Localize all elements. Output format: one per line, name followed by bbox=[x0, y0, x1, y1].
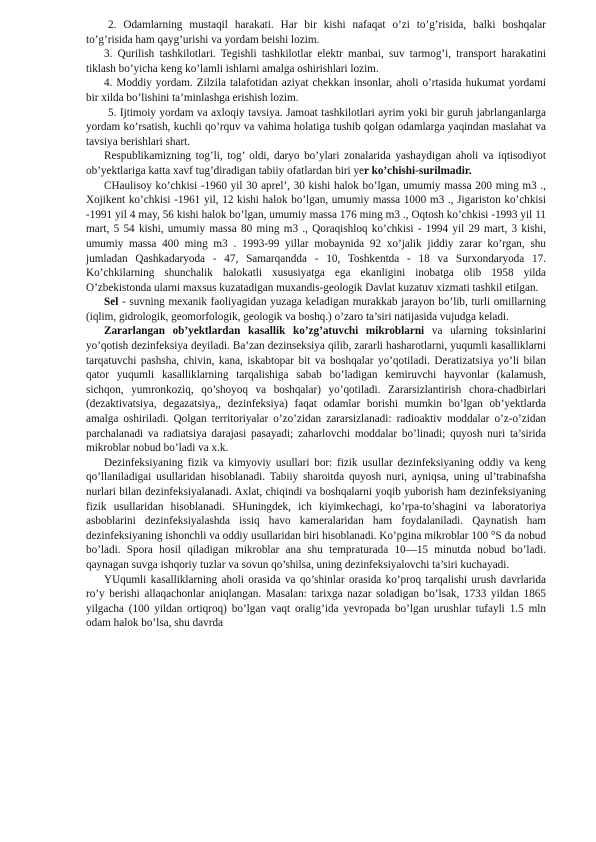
paragraph-text: va ularning toksinlarini yo’qotish dezinfeksiya deyiladi. Ba’zan dezinseksiya qilib, zararli hasharotlarni, yuqumli kasalliklarni tarqatuvchi pashsha, chivin, kana, iskabtopar bit va boshqalar yo’qotiladi. Deratizatsiya yo’li bilan qator yuqumli kasalliklarning tarqalishiga sabab bo’ladigan kemiruvchi hayvonlar (kalamush, sichqon, yumronkoziq, qo’shoyoq va boshqalar) yo’qotiladi. Zararsizlantirish chora-chadbirlari (dezaktivatsiya, degazatsiya,, dezinfeksiya) faqat odamlar borishi mumkin bo’lgan ob’yektlarda amalga oshiriladi. Qolgan territoriyalar o’zo’zidan zararsizlanadi: radioaktiv moddalar o’z-o’zidan parchalanadi va radiatsiya darajasi pasayadi; zaharlovchi moddalar bo’linadi; quyosh nuri ta’sirida mikroblar nobud bo’ladi va x.k. bbox=[86, 325, 546, 455]
paragraph-material-aid bbox=[86, 76, 546, 105]
paragraph-landslide-history bbox=[86, 179, 546, 296]
paragraph-disinfection-methods bbox=[86, 456, 546, 573]
paragraph-social-aid bbox=[86, 106, 546, 150]
paragraph-disinfection-definition bbox=[86, 324, 546, 455]
paragraph-mudflow-definition bbox=[86, 295, 546, 324]
paragraph-text: 2. Odamlarning mustaqil harakati. Har bir kishi nafaqat o’zi to’g’risida, balki boshqalar to’g’risida ham qayg’urishi va yordam beishi lozim. bbox=[86, 19, 546, 46]
paragraph-text: CHaulisoy ko’chkisi -1960 yil 30 aprel’, 30 kishi halok bo’lgan, umumiy massa 200 ming m3 ., Xojikent ko’chkisi -1961 yil, 12 kishi halok bo’lgan, umumiy massa 1000 m3 ., Jigariston ko’chkisi -1991 yil 4 may, 56 kishi halok bo’lgan, umumiy massa 176 ming m3 ., Oqtosh ko’chkisi -1993 yil 11 mart, 5 54 kishi, umumiy massa 80 ming m3 ., Qoraqishloq ko’chkisi - 1994 yil 29 mart, 3 kishi, umumiy massa 400 ming m3 . 1993-99 yillar mobaynida 92 xo’jalik jiddiy zarar ko’rgan, shu jumladan Qashkadaryoda - 47, Samarqandda - 10, Toshkentda - 18 va Surxondaryoda 17. Ko’chkilarning shunchalik halokatli xususiyatga ega ekanligini inobatga olib 1958 yilda O’zbekistonda ularni maxsus kuzatadigan muxandis-geologik Davlat kuzatuv xizmati tashkil etilgan. bbox=[86, 179, 546, 294]
paragraph-landslides-intro bbox=[86, 149, 546, 178]
paragraph-mutual-action bbox=[86, 18, 546, 47]
paragraph-text: 5. Ijtimoiy yordam va axloqiy tavsiya. Jamoat tashkilotlari ayrim yoki bir guruh jabrlanganlarga yordam ko’rsatish, kuchli qo’rquv va vahima holatiga tushib qolgan odamlarga yaqindan maslahat va tavsiya berishlari shart. bbox=[86, 106, 546, 148]
bold-term: Zararlangan ob’yektlardan kasallik ko’zg’atuvchi mikroblarni bbox=[104, 325, 425, 338]
paragraph-text: 4. Moddiy yordam. Zilzila talafotidan aziyat chekkan insonlar, aholi o’rtasida hukumat yordami bir xilda bo’lishini ta’minlashga erishish lozim. bbox=[86, 77, 546, 104]
paragraph-text: Dezinfeksiyaning fizik va kimyoviy usullari bor: fizik usullar dezinfeksiyaning oddiy va keng qo’llaniladigai usullaridan hisoblanadi. Tabiiy sharoitda quyosh nuri, ayniqsa, uning ul’trabinafsha nurlari bilan dezinfeksiyalanadi. Axlat, chiqindi va boshqalarni yoqib yuborish ham dezinfeksiyaning fizik usullaridan hisoblanadi. SHuningdek, ich kiyimkechagi, ko’rpa-to’shagini va laboratoriya asboblarini dezinfeksiyalashda issiq havo kameralaridan ham foydalaniladi. Qaynatish ham dezinfeksiyaning ishonchli va oddiy usullaridan biri hisoblanadi. Ko’pgina mikroblar 100 °S da nobud bo’ladi. Spora hosil qiladigan mikroblar ana shu tempraturada 10—15 minutda nobud bo’ladi. qaynagan suvga ishqoriy tuzlar va sovun qo’shilsa, uning dezinfeksiyalovchi ta’siri kuchayadi. bbox=[86, 456, 546, 571]
bold-term: Sel bbox=[104, 296, 119, 309]
paragraph-text: Respublikamizning tog’li, tog’ oldi, daryo bo’ylari zonalarida yashaydigan aholi va iqtisodiyot ob’yektlariga katta xavf tug’diradigan tabiiy ofatlardan biri ye bbox=[86, 150, 546, 177]
paragraph-text: - suvning mexanik faoliyagidan yuzaga keladigan murakkab jarayon bo’lib, turli omillarning (iqlim, gidrologik, geomorfologik, geologik va boshq.) o’zaro ta’siri natijasida vujudga keladi. bbox=[86, 296, 546, 323]
paragraph-infectious-diseases-war bbox=[86, 573, 546, 631]
paragraph-construction-organizations bbox=[86, 47, 546, 76]
bold-term: r ko’chishi-surilmadir. bbox=[364, 164, 472, 177]
paragraph-text: 3. Qurilish tashkilotlari. Tegishli tashkilotlar elektr manbai, suv tarmog’i, transport harakatini tiklash bo’yicha keng ko’lamli ishlarni amalga oshirishlari lozim. bbox=[86, 48, 546, 75]
paragraph-text: YUqumli kasalliklarning aholi orasida va qo’shinlar orasida ko’proq tarqalishi urush davrlarida ro’y berishi allaqachonlar aniqlangan. Masalan: tarixga nazar soladigan bo’lsak, 1733 yildan 1865 yilgacha (100 yildan ortiqroq) bo’lgan vaqt oralig’ida yevropada bo’lgan urushlar tufayli 1.5 mln odam halok bo’lsa, shu davrda bbox=[86, 573, 546, 630]
